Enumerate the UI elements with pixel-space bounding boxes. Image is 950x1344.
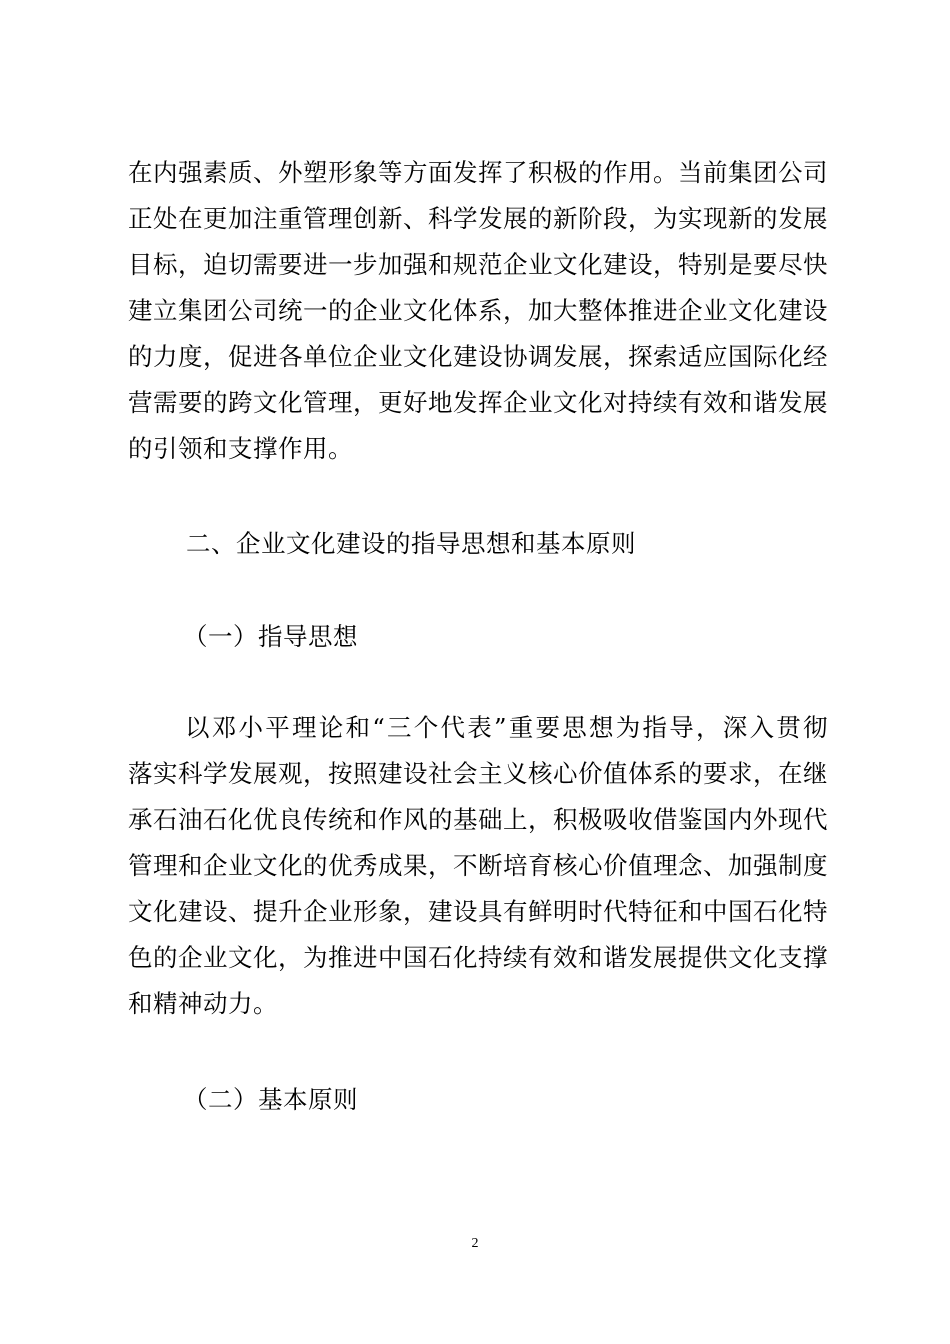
subheading-guiding-ideology: （一）指导思想 [183,622,358,651]
paragraph-line: 承石油石化优良传统和作风的基础上，积极吸收借鉴国内外现代 [128,805,828,834]
paragraph-line: 目标，迫切需要进一步加强和规范企业文化建设，特别是要尽快 [128,250,828,279]
paragraph-line: 管理和企业文化的优秀成果，不断培育核心价值理念、加强制度 [128,851,828,880]
paragraph-line: 的引领和支撑作用。 [128,434,353,463]
paragraph-line: 在内强素质、外塑形象等方面发挥了积极的作用。当前集团公司 [128,158,828,187]
paragraph-line: 落实科学发展观，按照建设社会主义核心价值体系的要求，在继 [128,759,828,788]
paragraph-line: 正处在更加注重管理创新、科学发展的新阶段，为实现新的发展 [128,204,828,233]
paragraph-line: 和精神动力。 [128,989,278,1018]
paragraph-2 [128,705,828,1027]
paragraph-line: 的力度，促进各单位企业文化建设协调发展，探索适应国际化经 [128,342,828,371]
page-number: 2 [471,1236,479,1251]
paragraph-line: 文化建设、提升企业形象，建设具有鲜明时代特征和中国石化特 [128,897,828,926]
paragraph-line: 营需要的跨文化管理，更好地发挥企业文化对持续有效和谐发展 [128,388,828,417]
paragraph-line: 色的企业文化，为推进中国石化持续有效和谐发展提供文化支撑 [128,943,828,972]
paragraph-1 [128,150,828,472]
paragraph-line: 以邓小平理论和“三个代表”重要思想为指导，深入贯彻 [185,713,828,742]
subheading-basic-principles: （二）基本原则 [183,1085,358,1114]
paragraph-line: 建立集团公司统一的企业文化体系，加大整体推进企业文化建设 [128,296,828,325]
section-heading: 二、企业文化建设的指导思想和基本原则 [186,529,636,558]
